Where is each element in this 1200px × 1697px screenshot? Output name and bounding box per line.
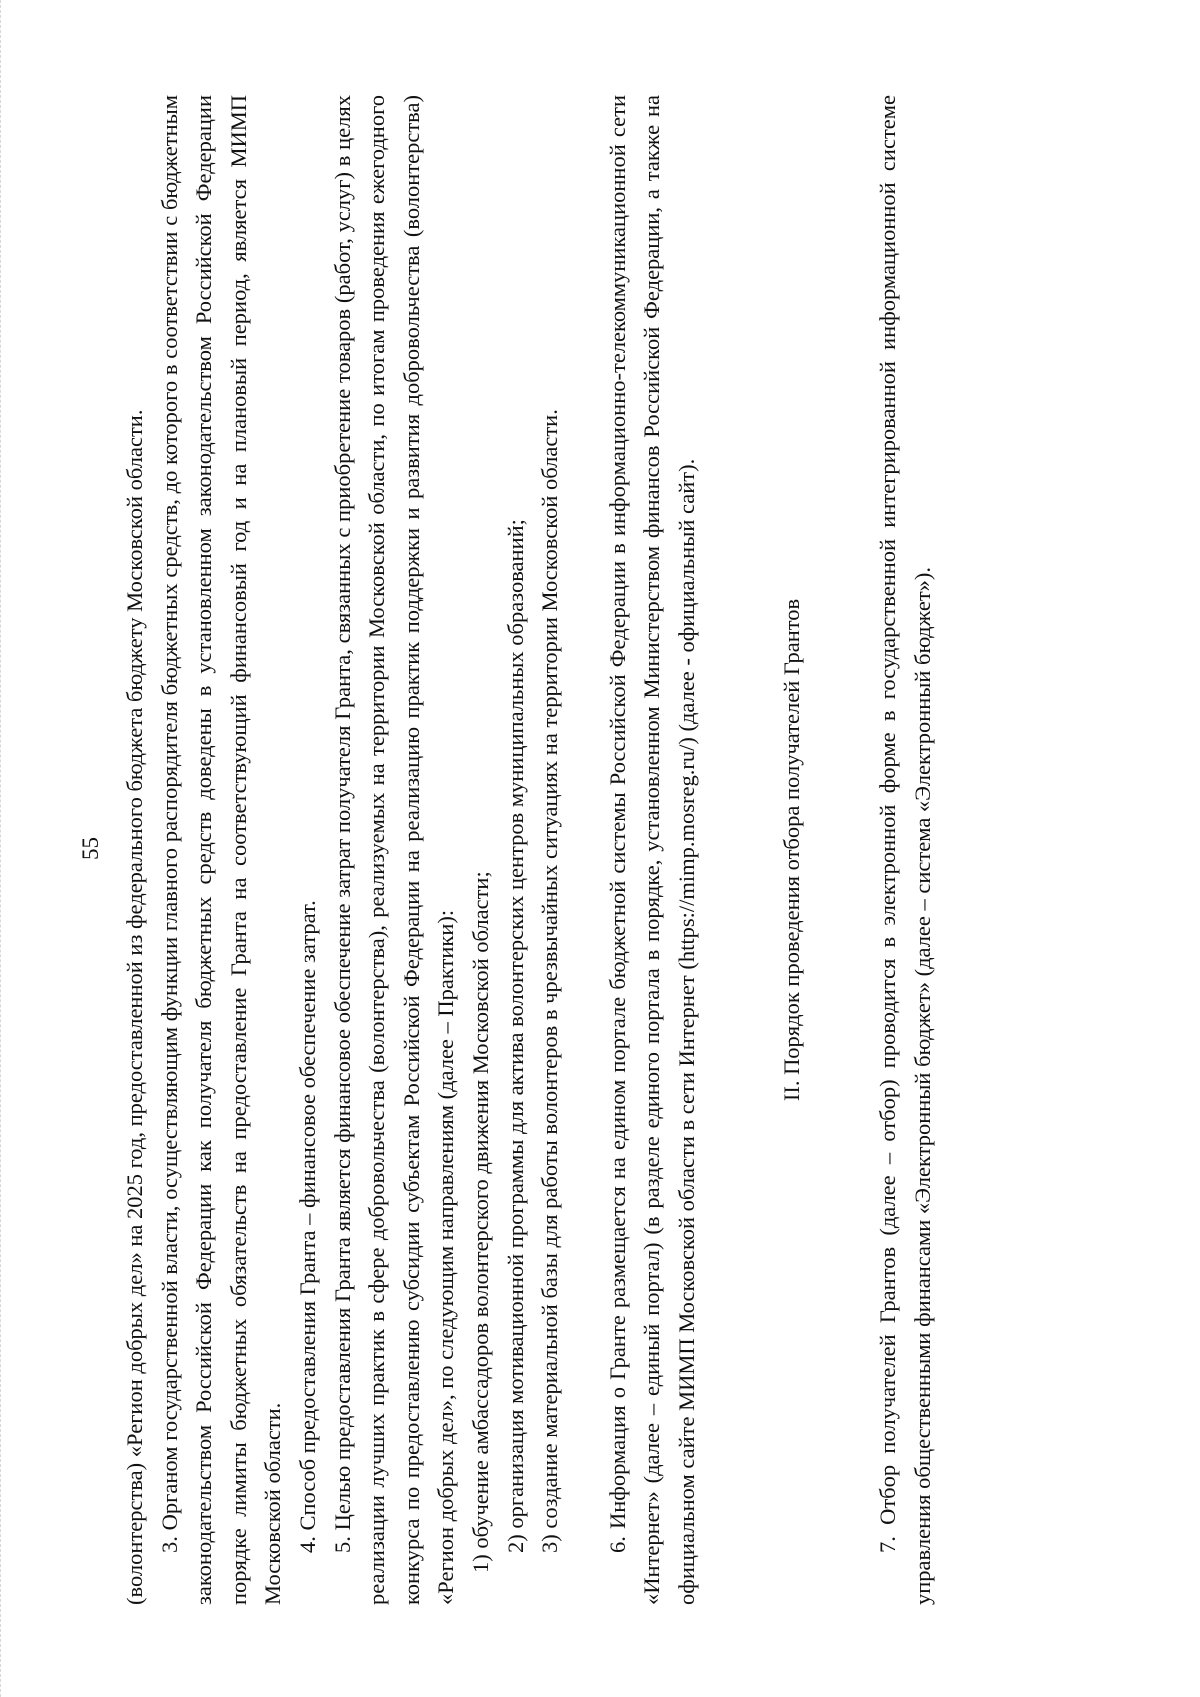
paragraph-6: 6. Информация о Гранте размещается на едином портале бюджетной системы Российской Федерации в информационно-телекоммуникационной сети «Интернет» (далее – единый портал) (в разделе единого портала в порядке, установленном Министерством финансов Российской Федерации, а также на официальном сайте МИМП Московской области в сети Интернет (https://mimp.mosreg.ru/) (далее - официальный сайт).: [604, 95, 699, 1605]
paragraph-continuation: (волонтерства) «Регион добрых дел» на 2025 год, предоставленной из федерального бюджета бюджету Московской области.: [122, 409, 147, 1605]
paragraph-5: 5. Целью предоставления Гранта является финансовое обеспечение затрат получателя Гранта, связанных с приобретение товаров (работ, услуг) в целях реализации лучших практик в сфере добровольчества (волонтерства), реализуемых на территории Московской области, по итогам проведения ежегодного конкурса по предоставлению субсидии субъектам Российской Федерации на реализацию практик поддержки и развития добровольчества (волонтерства) «Регион добрых дел», по следующим направлениям (далее – Практики):: [329, 95, 459, 1605]
list-item-2: 2) организация мотивационной программы для актива волонтерских центров муниципальных образований;: [502, 519, 528, 1553]
section-heading: II. Порядок проведения отбора получателей Грантов: [778, 598, 804, 1102]
paragraph-7: 7. Отбор получателей Грантов (далее – отбор) проводится в электронной форме в государственной интегрированной информационной системе управления общественными финансами «Электронный бюджет» (далее – система «Электронный бюджет»).: [875, 95, 935, 1605]
document-body: [118, 95, 940, 1605]
list-item-3: 3) создание материальной базы для работы волонтеров в чрезвычайных ситуациях на территории Московской области.: [537, 409, 563, 1553]
paragraph-4: 4. Способ предоставления Гранта – финансовое обеспечение затрат.: [294, 900, 320, 1553]
paragraph-3: 3. Органом государственной власти, осуществляющим функции главного распорядителя бюджетных средств, до которого в соответствии с бюджетным законодательством Российской Федерации как получателя бюджетных средств доведены в установленном законодательством Российской Федерации порядке лимиты бюджетных обязательств на предоставление Гранта на соответствующий финансовый год и на плановый период, является МИМП Московской области.: [156, 95, 286, 1605]
page-number: 55: [78, 837, 103, 860]
list-item-1: 1) обучение амбассадоров волонтерского движения Московской области;: [467, 871, 493, 1573]
